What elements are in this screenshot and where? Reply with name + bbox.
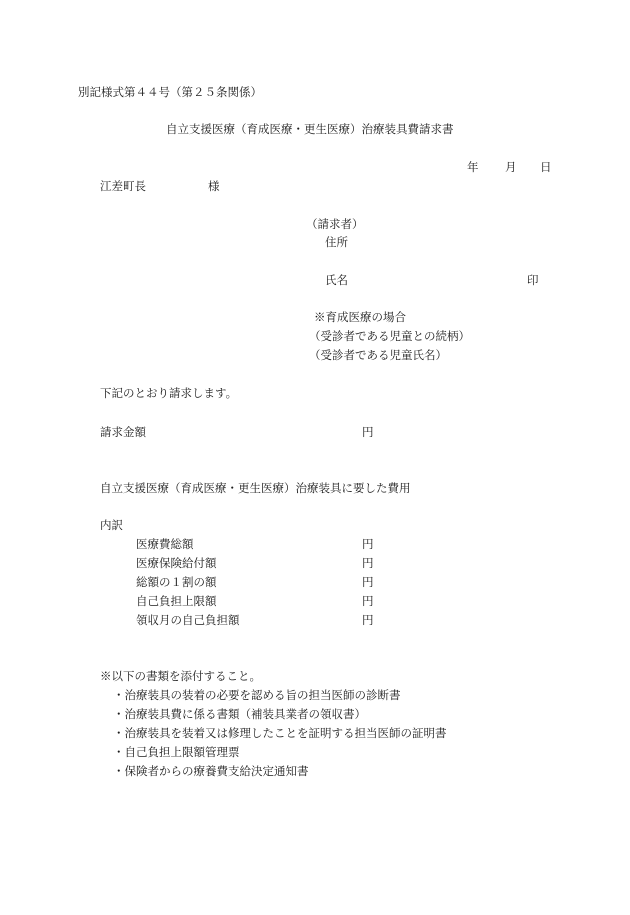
addressee-honorific: 様 [208, 179, 220, 193]
attachment-item: ・治療装具の装着の必要を認める旨の担当医師の診断書 [113, 688, 401, 702]
attachments-heading: ※以下の書類を添付すること。 [100, 669, 261, 683]
breakdown-item-label: 医療費総額 [136, 537, 194, 551]
date-month-label: 月 [505, 160, 517, 174]
page-title: 自立支援医療（育成医療・更生医療）治療装具費請求書 [166, 122, 454, 136]
claimant-address-label: 住所 [325, 235, 348, 249]
attachment-item: ・保険者からの療養費支給決定通知書 [113, 764, 309, 778]
intro-text: 下記のとおり請求します。 [100, 386, 238, 400]
child-name-label: （受診者である児童氏名） [309, 348, 447, 362]
date-day-label: 日 [540, 160, 552, 174]
breakdown-item-label: 医療保険給付額 [136, 556, 217, 570]
breakdown-item-unit: 円 [362, 594, 374, 608]
claim-amount-label: 請求金額 [100, 425, 146, 439]
addressee-name: 江差町長 [100, 179, 146, 193]
claimant-name-label: 氏名 [325, 273, 348, 287]
attachment-item: ・治療装具費に係る書類（補装具業者の領収書） [113, 707, 366, 721]
relation-label: （受診者である児童との続柄） [309, 329, 470, 343]
cost-heading: 自立支援医療（育成医療・更生医療）治療装具に要した費用 [100, 481, 411, 495]
breakdown-item-unit: 円 [362, 613, 374, 627]
breakdown-item-unit: 円 [362, 556, 374, 570]
breakdown-item-unit: 円 [362, 575, 374, 589]
breakdown-item-unit: 円 [362, 537, 374, 551]
breakdown-label: 内訳 [100, 518, 123, 532]
attachment-item: ・治療装具を装着又は修理したことを証明する担当医師の証明書 [113, 726, 447, 740]
breakdown-item-label: 領収月の自己負担額 [136, 613, 240, 627]
breakdown-item-label: 自己負担上限額 [136, 594, 217, 608]
seal-mark: 印 [527, 273, 539, 287]
attachment-item: ・自己負担上限額管理票 [113, 745, 240, 759]
ikusei-note: ※育成医療の場合 [314, 310, 406, 324]
claim-amount-unit: 円 [362, 425, 374, 439]
claimant-heading: （請求者） [306, 217, 364, 231]
date-year-label: 年 [467, 160, 479, 174]
form-number: 別記様式第４４号（第２５条関係） [78, 85, 262, 99]
breakdown-item-label: 総額の１割の額 [136, 575, 217, 589]
